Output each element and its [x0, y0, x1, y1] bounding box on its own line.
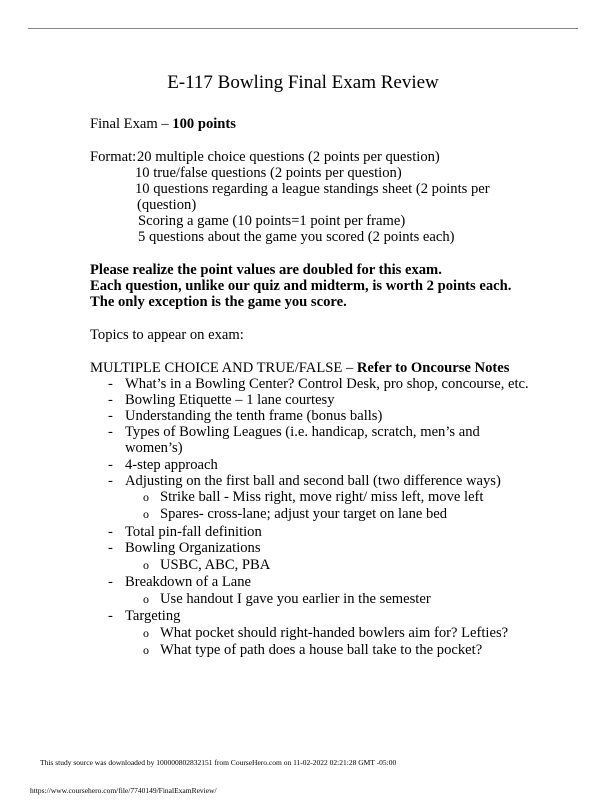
bullet-dash: -: [108, 540, 113, 556]
bullet-dash: -: [108, 424, 113, 440]
list-item: What’s in a Bowling Center? Control Desk, pro shop, concourse, etc.: [125, 376, 529, 392]
final-exam-label: Final Exam –: [90, 116, 173, 132]
final-exam-line: [90, 116, 236, 133]
section-heading-bold: Refer to Oncourse Notes: [356, 360, 510, 376]
format-line: 5 questions about the game you scored (2 points each): [138, 229, 455, 245]
page-title: E-117 Bowling Final Exam Review: [167, 72, 439, 93]
sub-bullet: o: [143, 643, 149, 657]
sub-bullet: o: [143, 507, 149, 521]
sub-list-item: Strike ball - Miss right, move right/ miss left, move left: [160, 489, 484, 505]
download-notice: This study source was downloaded by 100000802832151 from CourseHero.com on 11-02-2022 02:21:28 GMT -05:00: [40, 758, 397, 767]
sub-list-item: Use handout I gave you earlier in the semester: [160, 591, 431, 607]
list-item: Bowling Organizations: [125, 540, 261, 556]
list-item: Understanding the tenth frame (bonus balls): [125, 408, 383, 424]
format-label: Format:: [90, 149, 137, 165]
section-heading: [90, 360, 509, 377]
list-item: Targeting: [125, 608, 181, 624]
sub-list-item: Spares- cross-lane; adjust your target on lane bed: [160, 506, 448, 522]
sub-bullet: o: [143, 558, 149, 572]
sub-list-item: USBC, ABC, PBA: [160, 557, 271, 573]
bullet-dash: -: [108, 574, 113, 590]
bullet-dash: -: [108, 376, 113, 392]
final-exam-points: 100 points: [172, 116, 236, 132]
bullet-dash: -: [108, 473, 113, 489]
list-item: Bowling Etiquette – 1 lane courtesy: [125, 392, 335, 408]
sub-list-item: What pocket should right-handed bowlers aim for? Lefties?: [160, 625, 509, 641]
sub-bullet: o: [143, 626, 149, 640]
list-item: Breakdown of a Lane: [125, 574, 252, 590]
format-line: Scoring a game (10 points=1 point per frame): [138, 213, 406, 229]
sub-bullet: o: [143, 592, 149, 606]
topics-label: Topics to appear on exam:: [90, 327, 244, 343]
format-line: 20 multiple choice questions (2 points per question): [137, 149, 440, 165]
list-item-continuation: women’s): [125, 440, 183, 456]
list-item: 4-step approach: [125, 457, 218, 473]
format-line: (question): [137, 197, 197, 213]
bullet-dash: -: [108, 408, 113, 424]
notice-line: Please realize the point values are doubled for this exam.: [90, 262, 442, 278]
notice-line: The only exception is the game you score.: [90, 294, 347, 310]
list-item: Adjusting on the first ball and second ball (two difference ways): [125, 473, 501, 489]
bullet-dash: -: [108, 608, 113, 624]
bullet-dash: -: [108, 524, 113, 540]
format-line: 10 true/false questions (2 points per question): [135, 165, 402, 181]
notice-line: Each question, unlike our quiz and midterm, is worth 2 points each.: [90, 278, 512, 294]
section-heading-text: MULTIPLE CHOICE AND TRUE/FALSE –: [90, 360, 357, 376]
format-line: 10 questions regarding a league standings sheet (2 points per: [135, 181, 490, 197]
top-rule: [28, 28, 578, 29]
list-item: Types of Bowling Leagues (i.e. handicap, scratch, men’s and: [125, 424, 480, 440]
bullet-dash: -: [108, 457, 113, 473]
source-url[interactable]: https://www.coursehero.com/file/7740149/FinalExamReview/: [30, 786, 217, 795]
sub-bullet: o: [143, 490, 149, 504]
bullet-dash: -: [108, 392, 113, 408]
list-item: Total pin-fall definition: [125, 524, 262, 540]
sub-list-item: What type of path does a house ball take to the pocket?: [160, 642, 483, 658]
